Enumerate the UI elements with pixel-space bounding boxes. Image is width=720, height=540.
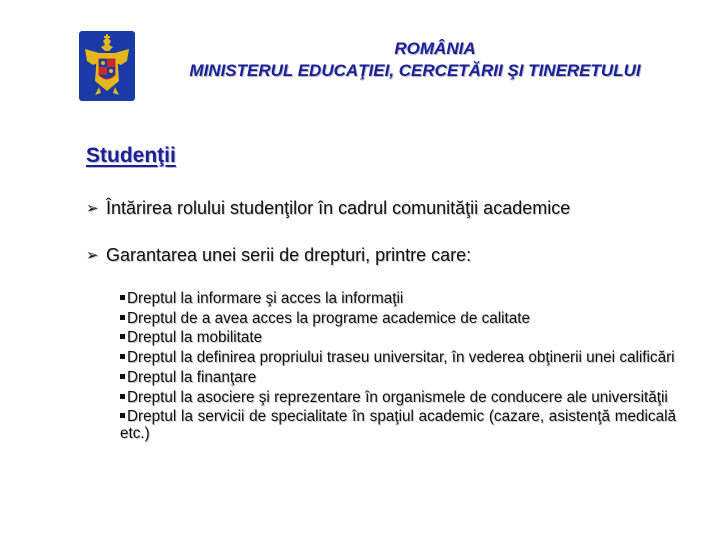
list-item — [120, 408, 676, 442]
section-title: Studenţii — [86, 144, 176, 167]
list-item — [120, 290, 676, 307]
list-item — [120, 329, 676, 346]
main-bullet-text: Întărirea rolului studenţilor în cadrul comunităţii academice — [106, 198, 571, 218]
rights-list — [120, 290, 676, 445]
square-bullet-icon — [120, 374, 125, 379]
square-bullet-icon — [120, 394, 125, 399]
right-text: Dreptul la informare şi acces la informaţii — [127, 290, 404, 307]
list-item — [120, 349, 676, 366]
square-bullet-icon — [120, 354, 125, 359]
square-bullet-icon — [120, 295, 125, 300]
arrow-bullet-icon: ➢ — [86, 200, 99, 217]
romanian-coat-of-arms-icon — [79, 31, 135, 101]
main-bullet-text: Garantarea unei serii de drepturi, printre care: — [106, 245, 472, 265]
right-text: Dreptul la definirea propriului traseu universitar, în vederea obţinerii unei calificări — [127, 349, 675, 367]
ministry-header — [140, 38, 690, 82]
list-item — [120, 369, 676, 386]
ministry-name: MINISTERUL EDUCAŢIEI, CERCETĂRII ŞI TINERETULUI — [189, 61, 641, 80]
square-bullet-icon — [120, 334, 125, 339]
right-text: Dreptul la finanţare — [127, 368, 257, 386]
right-text: Dreptul de a avea acces la programe academice de calitate — [127, 309, 531, 327]
list-item — [120, 389, 676, 406]
right-text: Dreptul la asociere şi reprezentare în organismele de conducere ale universităţii — [127, 388, 668, 406]
square-bullet-icon — [120, 413, 125, 418]
main-bullet — [86, 198, 570, 219]
country-name: ROMÂNIA — [394, 39, 476, 58]
right-text: Dreptul la servicii de specialitate în spaţiul academic (cazare, asistenţă medicală etc.) — [120, 408, 676, 443]
main-bullet — [86, 245, 471, 266]
list-item — [120, 310, 676, 327]
right-text: Dreptul la mobilitate — [127, 329, 263, 347]
square-bullet-icon — [120, 315, 125, 320]
arrow-bullet-icon: ➢ — [86, 247, 99, 264]
